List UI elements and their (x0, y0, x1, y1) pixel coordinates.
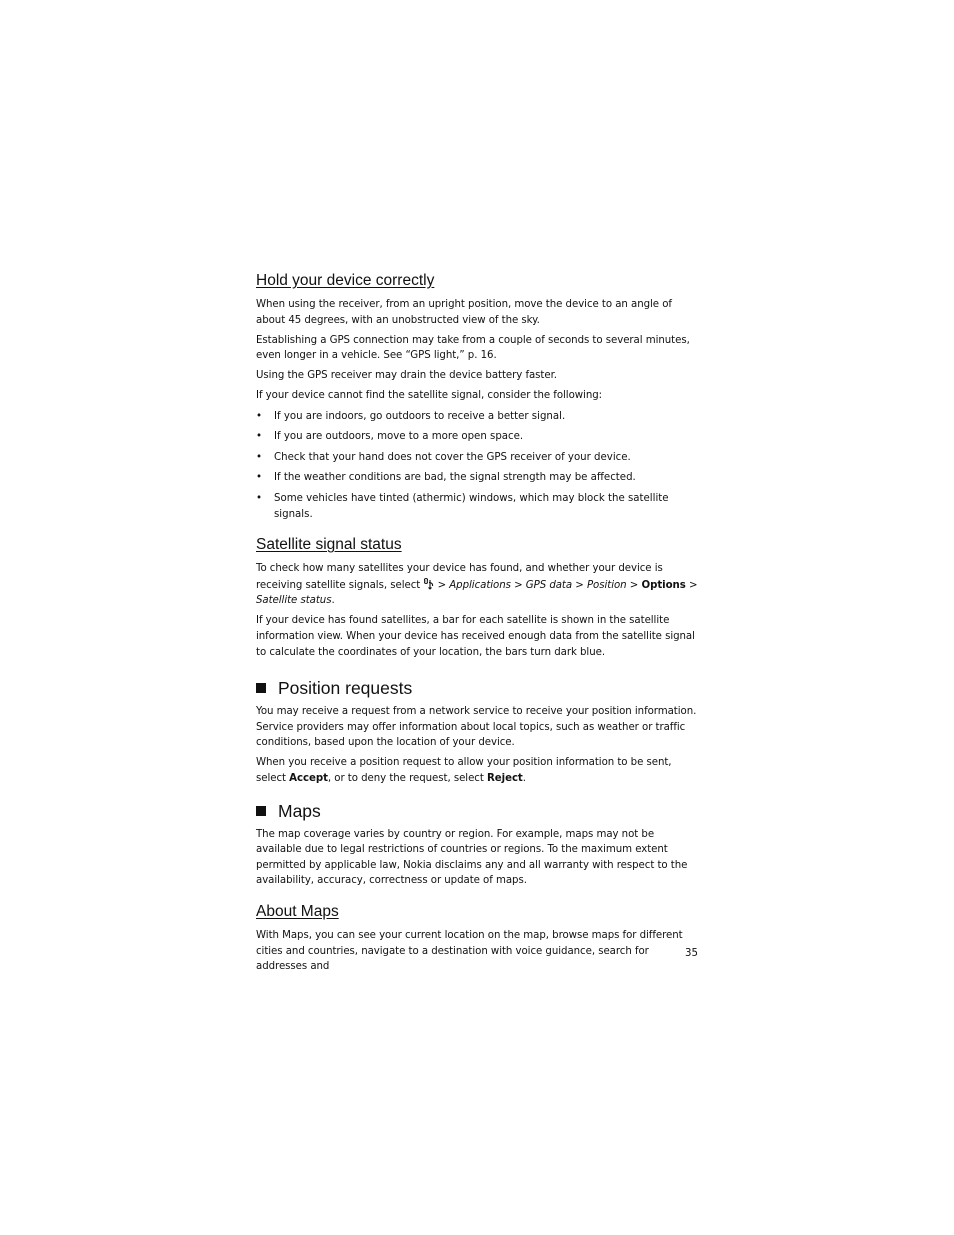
paragraph: You may receive a request from a network service to receive your position information. Service providers may offer information about local topics, such as weather or traffic conditions, based upon the location of your device. (256, 706, 697, 749)
menu-path-satellite-status: Satellite status (256, 595, 332, 607)
paragraph (256, 561, 702, 609)
section-heading-maps (256, 799, 702, 823)
bullet-marker: • (256, 492, 263, 504)
list-item (256, 429, 702, 445)
text-run: When you receive a position request to allow your position information to be sent, select (256, 757, 672, 785)
text-run: > (434, 579, 450, 591)
paragraph: With Maps, you can see your current location on the map, browse maps for different cities and countries, navigate to a destination with voice guidance, search for addresses and (256, 930, 683, 973)
list-item-text: If the weather conditions are bad, the signal strength may be affected. (274, 472, 636, 484)
bullet-list (256, 409, 702, 523)
page-content (256, 270, 702, 979)
bullet-marker: • (256, 410, 263, 422)
text-run: > (510, 579, 526, 591)
list-item-text: If you are outdoors, move to a more open space. (274, 431, 524, 443)
accept-option: Accept (289, 773, 328, 785)
list-item (256, 470, 702, 486)
list-item-text: If you are indoors, go outdoors to receive a better signal. (274, 410, 566, 422)
text-run: . (331, 595, 335, 607)
section-heading-satellite-status: Satellite signal status (256, 536, 402, 554)
menu-path-options: Options (641, 579, 686, 591)
list-item-text: Check that your hand does not cover the GPS receiver of your device. (274, 451, 631, 463)
paragraph: The map coverage varies by country or region. For example, maps may not be available due to legal restrictions of countries or regions. To the maximum extent permitted by applicable law, Nokia disclaims any and all warranty with respect to the availability, accuracy, correctness or update of maps. (256, 828, 688, 887)
text-run: > (685, 579, 698, 591)
text-run: > (572, 579, 587, 591)
text-run: , or to deny the request, select (327, 773, 487, 785)
page-number: 35 (685, 948, 698, 959)
heading-text: Position requests (278, 678, 413, 699)
text-run: . (522, 773, 526, 785)
text-run: > (626, 579, 642, 591)
reject-option: Reject (486, 773, 523, 785)
list-item-text: Some vehicles have tinted (athermic) windows, which may block the satellite signals. (274, 492, 669, 520)
heading-text: Maps (278, 800, 321, 821)
paragraph: If your device cannot find the satellite signal, consider the following: (256, 390, 603, 402)
heading-square-icon (256, 806, 266, 816)
paragraph: Establishing a GPS connection may take from a couple of seconds to several minutes, even longer in a vehicle. See “GPS light,” p. 16. (256, 334, 690, 362)
section-heading-position-requests (256, 676, 702, 700)
paragraph: If your device has found satellites, a bar for each satellite is shown in the satellite information view. When your device has received enough data from the satellite signal to calculate the coordinates of your location, the bars turn dark blue. (256, 615, 695, 658)
section-heading-hold-device: Hold your device correctly (256, 272, 435, 289)
text-run: To check how many satellites your device has found, and whether your device is receiving satellite signals, select (256, 563, 663, 591)
heading-square-icon (256, 683, 266, 693)
bullet-marker: • (256, 431, 263, 443)
list-item (256, 409, 702, 425)
paragraph: Using the GPS receiver may drain the device battery faster. (256, 370, 557, 382)
menu-path-gps-data: GPS data (525, 579, 573, 591)
list-item (256, 450, 702, 466)
menu-path-position: Position (586, 579, 627, 591)
section-heading-about-maps: About Maps (256, 903, 339, 921)
menu-path-applications: Applications (449, 579, 511, 591)
list-item (256, 491, 702, 522)
bullet-marker: • (256, 472, 263, 484)
menu-icon (423, 577, 434, 590)
paragraph: When using the receiver, from an upright position, move the device to an angle of about 45 degrees, with an unobstructed view of the sky. (256, 299, 672, 326)
bullet-marker: • (256, 451, 263, 463)
paragraph (256, 755, 702, 786)
